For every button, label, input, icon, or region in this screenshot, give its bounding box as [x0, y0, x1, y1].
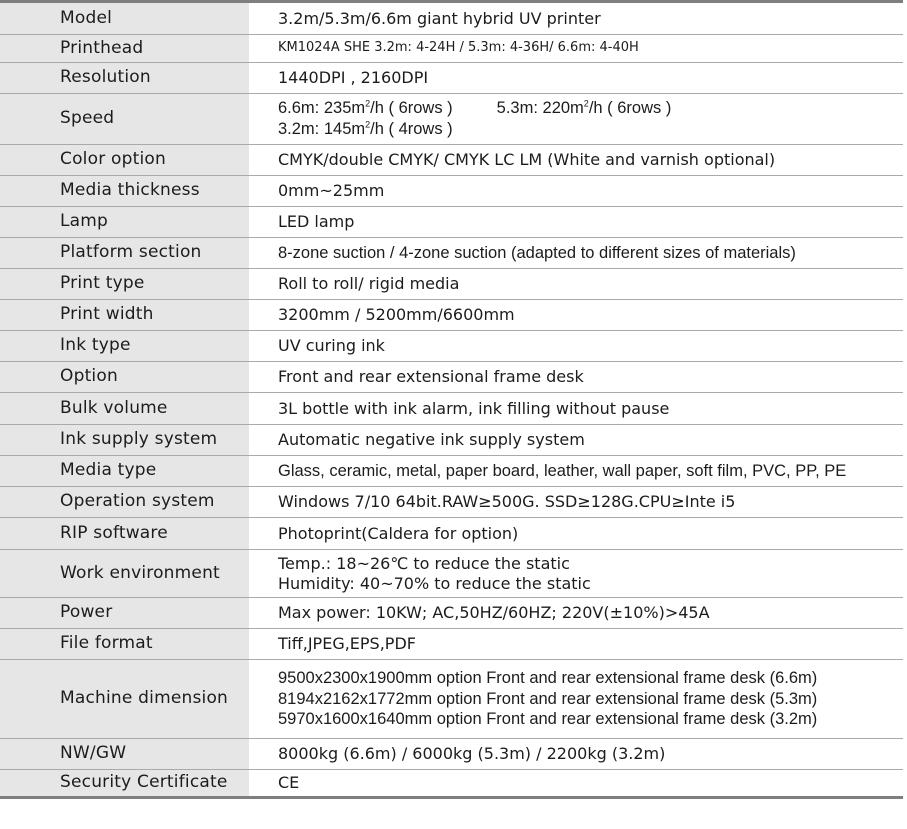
spec-row-work-environment	[0, 550, 903, 598]
spec-value-line: 8-zone suction / 4-zone suction (adapted to different sizes of materials)	[278, 243, 796, 262]
speed-5-3m	[497, 99, 672, 117]
spec-label: Resolution	[0, 63, 249, 94]
spec-value	[249, 35, 903, 63]
spec-value-line: Photoprint(Caldera for option)	[278, 523, 519, 543]
speed-sup: 2	[583, 98, 589, 109]
speed-text: /h ( 6rows )	[370, 99, 453, 118]
spec-value	[249, 660, 903, 739]
spec-label: Ink type	[0, 331, 249, 362]
spec-value-line: Max power: 10KW; AC,50HZ/60HZ; 220V(±10%)>45A	[278, 603, 710, 622]
spec-label: Ink supply system	[0, 425, 249, 456]
spec-value	[249, 207, 903, 238]
spec-value	[249, 145, 903, 176]
spec-row-ink-type	[0, 331, 903, 362]
speed-sup: 2	[365, 119, 371, 130]
spec-value-line: LED lamp	[278, 212, 355, 231]
spec-value	[249, 300, 903, 331]
spec-value	[249, 550, 903, 598]
spec-value	[249, 487, 903, 518]
spec-row-bulk-volume	[0, 393, 903, 425]
spec-row-media-type	[0, 456, 903, 487]
spec-label: Bulk volume	[0, 393, 249, 425]
spec-value-line: CMYK/double CMYK/ CMYK LC LM (White and varnish optional)	[278, 150, 776, 169]
spec-label: Machine dimension	[0, 660, 249, 739]
spec-row-color-option	[0, 145, 903, 176]
spec-label: RIP software	[0, 518, 249, 550]
spec-row-print-type	[0, 269, 903, 300]
spec-value	[249, 739, 903, 770]
spec-row-option	[0, 362, 903, 393]
spec-value	[249, 456, 903, 487]
spec-row-model	[0, 2, 903, 35]
spec-value-line: 8194x2162x1772mm option Front and rear extensional frame desk (5.3m)	[278, 689, 818, 708]
spec-value-line: 3L bottle with ink alarm, ink filling without pause	[278, 398, 670, 418]
spec-label: Work environment	[0, 550, 249, 598]
spec-value	[249, 94, 903, 145]
spec-value	[249, 770, 903, 798]
spec-value	[249, 238, 903, 269]
speed-text: /h ( 4rows )	[370, 120, 453, 138]
spec-label: Speed	[0, 94, 249, 145]
spec-label: File format	[0, 629, 249, 660]
spec-value	[249, 2, 903, 35]
speed-text: 3.2m: 145m	[278, 120, 366, 138]
spec-label: Color option	[0, 145, 249, 176]
spec-value-line: 9500x2300x1900mm option Front and rear extensional frame desk (6.6m)	[278, 669, 818, 688]
spec-value-line: Tiff,JPEG,EPS,PDF	[278, 634, 416, 653]
spec-value-line: Temp.: 18~26℃ to reduce the static	[278, 553, 570, 573]
spec-row-rip-software	[0, 518, 903, 550]
spec-row-machine-dimension	[0, 660, 903, 739]
spec-row-security-certificate	[0, 770, 903, 798]
spec-value-line: Windows 7/10 64bit.RAW≥500G. SSD≥128G.CPU≥Inte i5	[278, 492, 736, 511]
spec-label: Model	[0, 2, 249, 35]
spec-value-line: 1440DPI , 2160DPI	[278, 68, 429, 87]
spec-label: Printhead	[0, 35, 249, 63]
spec-value-line: Automatic negative ink supply system	[278, 430, 585, 449]
spec-value-line: Front and rear extensional frame desk	[278, 367, 584, 386]
speed-line	[278, 119, 903, 140]
spec-value-line: 3.2m/5.3m/6.6m giant hybrid UV printer	[278, 8, 601, 28]
spec-label: Media type	[0, 456, 249, 487]
spec-value-line: 0mm~25mm	[278, 181, 385, 200]
spec-value-line: Glass, ceramic, metal, paper board, leather, wall paper, soft film, PVC, PP, PE	[278, 461, 847, 480]
spec-row-file-format	[0, 629, 903, 660]
spec-value-line: Roll to roll/ rigid media	[278, 274, 460, 293]
spec-row-resolution	[0, 63, 903, 94]
spec-value	[249, 362, 903, 393]
spec-value-line: UV curing ink	[278, 336, 385, 355]
spec-value	[249, 176, 903, 207]
speed-sup: 2	[365, 98, 371, 109]
spec-value-line: KM1024A SHE 3.2m: 4-24H / 5.3m: 4-36H/ 6.6m: 4-40H	[278, 40, 639, 56]
speed-text: 5.3m: 220m	[496, 99, 584, 118]
spec-row-print-width	[0, 300, 903, 331]
spec-value	[249, 393, 903, 425]
spec-row-ink-supply-system	[0, 425, 903, 456]
spec-row-power	[0, 598, 903, 629]
spec-value	[249, 425, 903, 456]
speed-line	[278, 98, 903, 119]
spec-row-printhead	[0, 35, 903, 63]
spec-row-media-thickness	[0, 176, 903, 207]
speed-3-2m	[278, 120, 453, 138]
spec-row-platform-section	[0, 238, 903, 269]
spec-label: Option	[0, 362, 249, 393]
spec-value-line: 8000kg (6.6m) / 6000kg (5.3m) / 2200kg (3.2m)	[278, 744, 666, 763]
spec-value-line: 5970x1600x1640mm option Front and rear extensional frame desk (3.2m)	[278, 710, 818, 729]
spec-value	[249, 63, 903, 94]
spec-row-speed	[0, 94, 903, 145]
spec-label: Media thickness	[0, 176, 249, 207]
spec-value-line: 3200mm / 5200mm/6600mm	[278, 305, 515, 324]
spec-value	[249, 518, 903, 550]
spec-value-line: CE	[278, 773, 300, 792]
spec-value	[249, 331, 903, 362]
spec-value	[249, 269, 903, 300]
spec-label: Print width	[0, 300, 249, 331]
spec-label: NW/GW	[0, 739, 249, 770]
spec-label: Power	[0, 598, 249, 629]
speed-text: /h ( 6rows )	[588, 99, 672, 118]
spec-row-nw-gw	[0, 739, 903, 770]
speed-6-6m	[278, 99, 453, 117]
spec-label: Security Certificate	[0, 770, 249, 798]
spec-value	[249, 629, 903, 660]
spec-value	[249, 598, 903, 629]
spec-label: Operation system	[0, 487, 249, 518]
spec-value-line: Humidity: 40~70% to reduce the static	[278, 573, 591, 593]
spec-row-lamp	[0, 207, 903, 238]
spec-row-operation-system	[0, 487, 903, 518]
spec-label: Print type	[0, 269, 249, 300]
spec-label: Platform section	[0, 238, 249, 269]
spec-label: Lamp	[0, 207, 249, 238]
speed-text: 6.6m: 235m	[278, 99, 366, 118]
